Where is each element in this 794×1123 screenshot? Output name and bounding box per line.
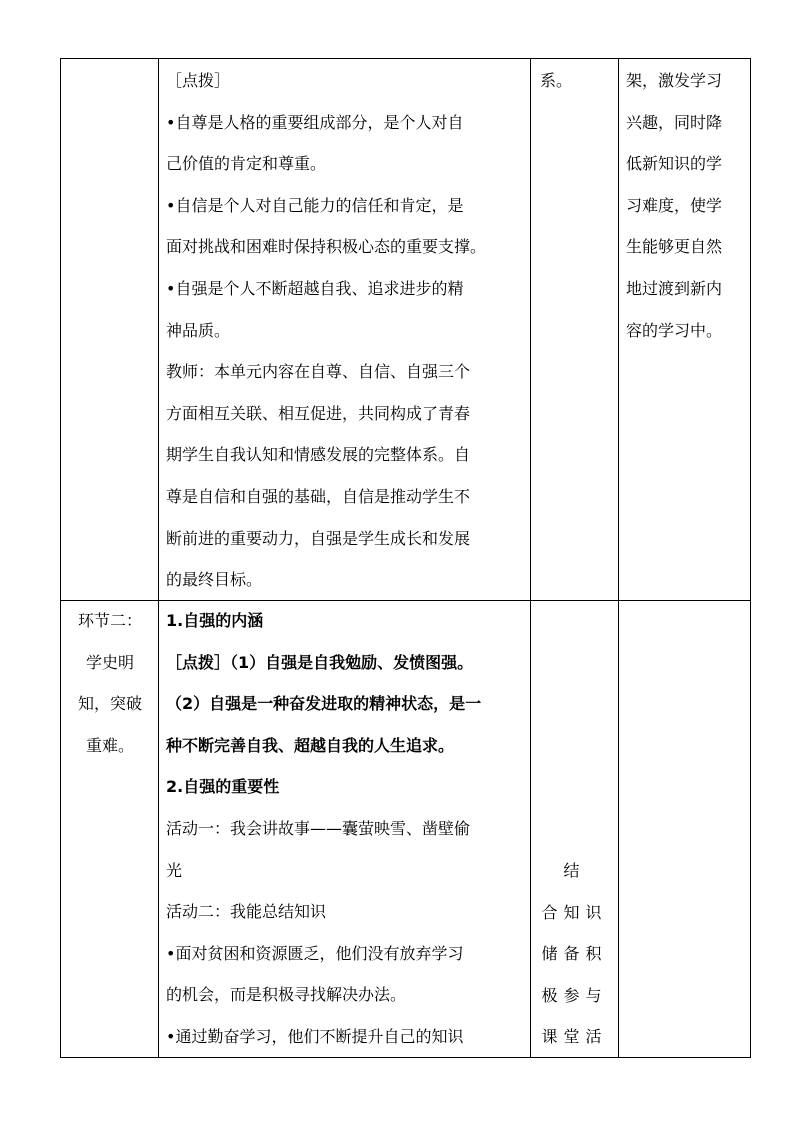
text-line: 面对挑战和困难时保持积极心态的重要支撑。 (166, 237, 487, 257)
text-line: •自信是个人对自己能力的信任和肯定，是 (166, 195, 464, 215)
table-border-left (60, 58, 61, 1058)
text-line: 己价值的肯定和尊重。 (166, 154, 327, 174)
text-line: 储备积 (541, 944, 608, 964)
text-line: 合知识 (541, 902, 608, 922)
text-line: 学史明 (85, 652, 134, 672)
text-line: 神品质。 (166, 320, 231, 340)
text-line: 生能够更自然 (626, 237, 723, 257)
text-line: 兴趣，同时降 (626, 112, 723, 132)
text-line: 环节二： (77, 611, 142, 630)
text-line: 系。 (540, 71, 573, 90)
text-line: 习难度，使学 (626, 195, 723, 215)
text-line: 架，激发学习 (626, 71, 723, 90)
table-border-top (60, 58, 751, 59)
text-line: 教师：本单元内容在自尊、自信、自强三个 (166, 362, 471, 382)
text-line: 活动一：我会讲故事——囊萤映雪、凿壁偷 (166, 818, 471, 838)
section-heading: 1.自强的内涵 (166, 611, 264, 630)
row2-student-cell (531, 850, 618, 1056)
row2-intent-cell (626, 600, 750, 1056)
text-line: 的机会，而是积极寻找解决办法。 (166, 985, 407, 1005)
row1-intent-cell (626, 60, 750, 600)
text-line: 断前进的重要动力，自强是学生成长和发展 (166, 528, 471, 548)
column-divider-3 (618, 58, 619, 1058)
text-line: 方面相互关联、相互促进，共同构成了青春 (166, 403, 471, 423)
row1-content-cell (166, 60, 532, 600)
text-line: 容的学习中。 (626, 320, 723, 340)
row1-student-cell (540, 60, 616, 600)
text-line: （2）自强是一种奋发进取的精神状态，是一 (166, 694, 482, 714)
text-line: •自强是个人不断超越自我、追求进步的精 (166, 278, 464, 298)
row2-stage-cell (62, 600, 158, 1056)
text-line: 期学生自我认知和情感发展的完整体系。自 (166, 445, 471, 465)
text-line: 种不断完善自我、超越自我的人生追求。 (166, 735, 455, 755)
text-line: ［点拨］ (166, 71, 231, 90)
text-line: •通过勤奋学习，他们不断提升自己的知识 (166, 1026, 464, 1046)
section-heading: 2.自强的重要性 (166, 777, 280, 797)
text-line: •面对贫困和资源匮乏，他们没有放弃学习 (166, 943, 464, 963)
table-border-bottom (60, 1057, 751, 1058)
row2-content-cell (166, 600, 532, 1056)
text-line: •自尊是人格的重要组成部分，是个人对自 (166, 112, 464, 132)
text-line: 地过渡到新内 (626, 278, 723, 298)
text-line: 尊是自信和自强的基础，自信是推动学生不 (166, 486, 471, 506)
text-line: 重难。 (85, 735, 134, 755)
text-line: 知，突破 (77, 694, 142, 714)
text-line: 活动二：我能总结知识 (166, 902, 327, 922)
table-border-right (750, 58, 751, 1058)
text-line: ［点拨］（1）自强是自我勉励、发愤图强。 (166, 652, 474, 672)
text-line: 结 (563, 861, 586, 880)
column-divider-1 (158, 58, 159, 1058)
text-line: 的最终目标。 (166, 570, 263, 590)
text-line: 课堂活 (541, 1027, 608, 1047)
text-line: 低新知识的学 (626, 154, 723, 174)
text-line: 极参与 (541, 985, 608, 1005)
text-line: 光 (166, 860, 183, 880)
